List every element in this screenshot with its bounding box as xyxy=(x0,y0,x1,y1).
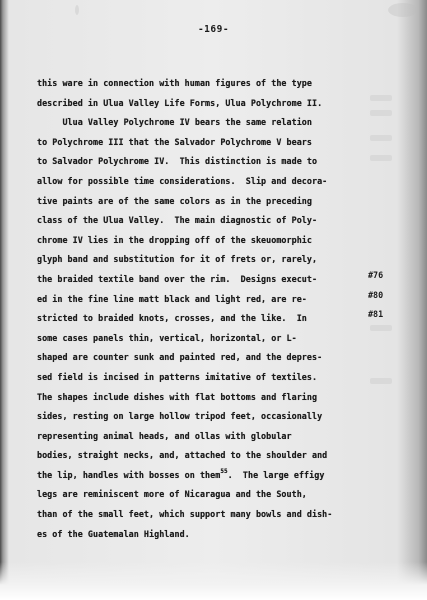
text-line: shaped are counter sunk and painted red, and the depres- xyxy=(37,352,323,363)
text-line: described in Ulua Valley Life Forms, Ulua Polychrome II. xyxy=(37,97,323,108)
text-line: than of the small feet, which support many bowls and dish- xyxy=(37,509,333,520)
text-line: allow for possible time considerations. Slip and decora- xyxy=(37,175,328,186)
margin-note: #76 xyxy=(368,270,384,280)
text-line: legs are reminiscent more of Nicaragua and the South, xyxy=(37,489,307,500)
text-line: some cases panels thin, vertical, horizontal, or L- xyxy=(37,332,297,343)
text-line: chrome IV lies in the dropping off of the skeuomorphic xyxy=(37,234,312,245)
page-number: -169- xyxy=(197,24,230,35)
body-text xyxy=(37,74,377,544)
footnote-marker: 55 xyxy=(220,467,228,475)
text-line: the lip, handles with bosses on them$^{55}$. The large effigy xyxy=(37,467,325,480)
text-line: sides, resting on large hollow tripod feet, occasionally xyxy=(37,411,323,422)
margin-note: #81 xyxy=(368,309,384,319)
text-line: bodies, straight necks, and, attached to the shoulder and xyxy=(37,450,328,461)
text-line: tive paints are of the same colors as in the preceding xyxy=(37,195,312,206)
text-line: stricted to braided knots, crosses, and the like. In xyxy=(37,313,307,324)
text-line: glyph band and substitution for it of frets or, rarely, xyxy=(37,254,318,265)
text-line: to Polychrome III that the Salvador Polychrome V bears xyxy=(37,136,312,147)
text-line: representing animal heads, and ollas with globular xyxy=(37,430,292,441)
scan-smudge xyxy=(388,3,418,17)
text-line: to Salvador Polychrome IV. This distinction is made to xyxy=(37,156,318,167)
text-line: The shapes include dishes with flat bottoms and flaring xyxy=(37,391,318,402)
text-line: ed in the fine line matt black and light red, are re- xyxy=(37,293,307,304)
text-line: Ulua Valley Polychrome IV bears the same relation xyxy=(37,117,312,128)
text-line: sed field is incised in patterns imitative of textiles. xyxy=(37,371,318,382)
margin-note: #80 xyxy=(368,290,384,300)
text-line: the braided textile band over the rim. Designs execut- xyxy=(37,273,318,284)
text-line: this ware in connection with human figures of the type xyxy=(37,78,312,88)
text-line: es of the Guatemalan Highland. xyxy=(37,528,190,539)
scan-smudge xyxy=(75,5,79,15)
text-line: class of the Ulua Valley. The main diagnostic of Poly- xyxy=(37,215,318,226)
